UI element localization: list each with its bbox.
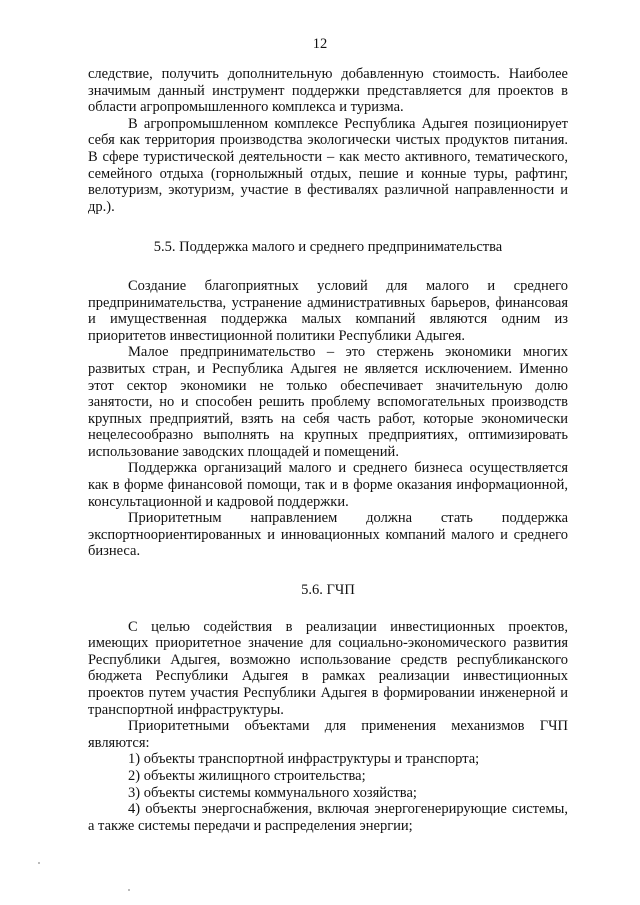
paragraph-ppp-objects-intro: Приоритетными объектами для применения механизмов ГЧП являются: bbox=[88, 718, 568, 751]
paragraph-priority-direction: Приоритетным направлением должна стать поддержка экспортноориентированных и инновационных компаний малого и среднего бизнеса. bbox=[88, 510, 568, 560]
scan-speck bbox=[38, 862, 40, 864]
section-heading-5-5: 5.5. Поддержка малого и среднего предпринимательства bbox=[153, 239, 503, 256]
page-number: 12 bbox=[312, 36, 328, 52]
paragraph-agro-tourism: В агропромышленном комплексе Республика Адыгея позиционирует себя как территория производства экологически чистых продуктов питания. В сфере туристической деятельности – как место активного, тематического, семейного отдыха (горнолыжный отдых, пешие и конные туры, рафтинг, велотуризм, экотуризм, участие в фестивалях различной направленности и др.). bbox=[88, 115, 568, 215]
paragraph-sme-support: Поддержка организаций малого и среднего бизнеса осуществляется как в форме финансовой помощи, так и в форме оказания информационной, консультационной и кадровой поддержки. bbox=[88, 460, 568, 510]
section-heading-5-6: 5.6. ГЧП bbox=[301, 582, 355, 599]
paragraph-sme-conditions: Создание благоприятных условий для малого и среднего предпринимательства, устранение административных барьеров, финансовая и имущественная поддержка малых компаний являются одним из приоритетов инвестиционной политики Республики Адыгея. bbox=[88, 277, 568, 344]
scan-speck bbox=[128, 889, 130, 891]
list-item: 3) объекты системы коммунального хозяйства; bbox=[128, 784, 417, 801]
paragraph-ppp-purpose: С целью содействия в реализации инвестиционных проектов, имеющих приоритетное значение для социально-экономического развития Республики Адыгея, возможно использование средств республиканского бюджета Республики Адыгея в рамках реализации инвестиционных проектов путем участия Республики Адыгея в формировании инженерной и транспортной инфраструктуры. bbox=[88, 618, 568, 718]
paragraph-continued: следствие, получить дополнительную добавленную стоимость. Наиболее значимым данный инструмент поддержки представляется для проектов в области агропромышленного комплекса и туризма. bbox=[88, 66, 568, 116]
paragraph-small-business: Малое предпринимательство – это стержень экономики многих развитых стран, и Республика Адыгея не является исключением. Именно этот сектор экономики не только обеспечивает значительную долю занятости, но и способен решить проблему вспомогательных производств крупных предприятий, взять на себя часть работ, которые экономически нецелесообразно выполнять на крупных предприятиях, оптимизировать использование заводских площадей и помещений. bbox=[88, 344, 568, 460]
page-content bbox=[88, 66, 568, 834]
list-item: 2) объекты жилищного строительства; bbox=[128, 767, 366, 784]
list-item: 1) объекты транспортной инфраструктуры и транспорта; bbox=[128, 751, 480, 768]
list-item: 4) объекты энергоснабжения, включая энергогенерирующие системы, а также системы передачи и распределения энергии; bbox=[88, 801, 568, 834]
